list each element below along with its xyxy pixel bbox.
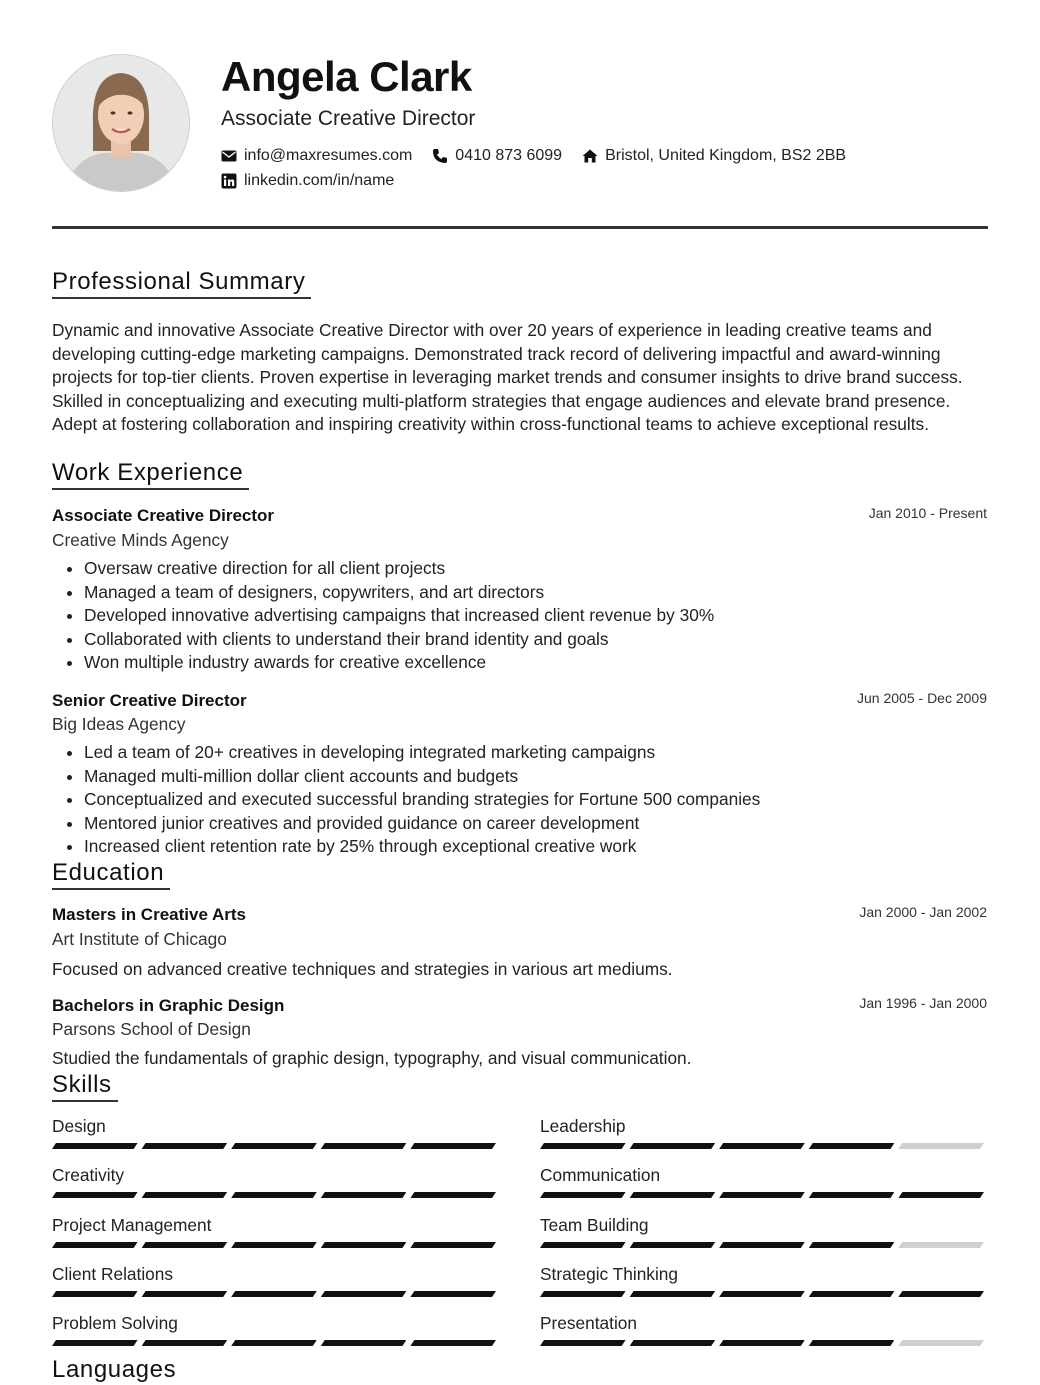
skill-level-bar <box>52 1340 500 1346</box>
list-item: • Collaborated with clients to understand their brand identity and goals <box>84 628 984 652</box>
skill-item <box>52 1214 500 1248</box>
skill-level-segment-filled <box>630 1143 716 1149</box>
skill-item <box>540 1164 988 1198</box>
skill-level-segment-filled <box>719 1340 805 1346</box>
skill-level-bar <box>540 1242 988 1248</box>
skill-level-segment-filled <box>321 1291 407 1297</box>
degree-title: Bachelors in Graphic Design <box>52 996 285 1015</box>
skill-level-segment-filled <box>630 1192 716 1198</box>
list-item: • Developed innovative advertising campaigns that increased client revenue by 30% <box>84 604 984 628</box>
skill-level-segment-filled <box>898 1192 984 1198</box>
skill-level-segment-filled <box>410 1143 496 1149</box>
contact-info <box>221 144 981 194</box>
header-divider <box>52 226 988 229</box>
list-item: • Managed a team of designers, copywriters, and art directors <box>84 581 984 605</box>
school-name: Art Institute of Chicago <box>52 929 227 949</box>
languages-heading: Languages <box>52 1356 177 1383</box>
skill-level-segment-filled <box>719 1143 805 1149</box>
contact-email[interactable] <box>221 147 412 165</box>
skill-item <box>540 1263 988 1297</box>
skill-level-segment-filled <box>142 1242 228 1248</box>
skill-level-segment-filled <box>540 1192 626 1198</box>
candidate-title: Associate Creative Director <box>221 107 476 130</box>
job-bullets <box>52 557 984 675</box>
summary-heading: Professional Summary <box>52 268 311 299</box>
skill-level-segment-filled <box>321 1192 407 1198</box>
linkedin-icon <box>221 173 237 189</box>
skills-heading: Skills <box>52 1071 118 1102</box>
contact-phone[interactable] <box>432 147 562 165</box>
linkedin-text: linkedin.com/in/name <box>244 172 395 189</box>
email-text: info@maxresumes.com <box>244 147 413 164</box>
education-description: Studied the fundamentals of graphic design, typography, and visual communication. <box>52 1048 692 1068</box>
education-description: Focused on advanced creative techniques and strategies in various art mediums. <box>52 959 673 979</box>
address-text: Bristol, United Kingdom, BS2 2BB <box>605 147 847 164</box>
skill-level-segment-filled <box>898 1291 984 1297</box>
skill-level-segment-filled <box>231 1340 317 1346</box>
skill-item <box>540 1214 988 1248</box>
skill-level-segment-filled <box>719 1192 805 1198</box>
job-title: Associate Creative Director <box>52 506 275 525</box>
skill-level-segment-filled <box>142 1143 228 1149</box>
skill-level-bar <box>540 1192 988 1198</box>
skill-level-segment-filled <box>410 1242 496 1248</box>
skill-level-bar <box>52 1192 500 1198</box>
skill-name: Communication <box>540 1165 661 1185</box>
phone-text: 0410 873 6099 <box>455 147 563 164</box>
skill-level-segment-filled <box>630 1242 716 1248</box>
skill-level-segment-empty <box>898 1242 984 1248</box>
phone-icon <box>432 148 448 164</box>
summary-text: Dynamic and innovative Associate Creative Director with over 20 years of experience in leading creative teams and developing cutting-edge marketing campaigns. Demonstrated track record of delivering impactful and award-winning projects for top-tier clients. Proven expertise in leveraging market trends and consumer insights to drive brand success. Skilled in conceptualizing and executing multi-platform strategies that engage audiences and elevate brand presence. Adept at fostering collaboration and inspiring creativity within cross-functional teams to achieve exceptional results. <box>52 320 963 434</box>
education-dates: Jan 1996 - Jan 2000 <box>859 995 987 1011</box>
skill-level-bar <box>540 1143 988 1149</box>
skill-name: Creativity <box>52 1165 125 1185</box>
avatar <box>52 54 190 192</box>
skill-level-segment-filled <box>231 1192 317 1198</box>
skill-level-segment-filled <box>809 1291 895 1297</box>
skill-level-segment-filled <box>52 1143 138 1149</box>
job-bullets <box>52 741 984 859</box>
skill-level-bar <box>540 1291 988 1297</box>
skill-item <box>52 1263 500 1297</box>
skill-level-segment-filled <box>540 1242 626 1248</box>
list-item: • Increased client retention rate by 25% through exceptional creative work <box>84 835 984 859</box>
skill-level-segment-filled <box>809 1143 895 1149</box>
skill-level-segment-filled <box>231 1291 317 1297</box>
skill-level-segment-filled <box>630 1291 716 1297</box>
skill-item <box>52 1115 500 1149</box>
home-icon <box>582 148 598 164</box>
skill-level-segment-filled <box>809 1192 895 1198</box>
skill-level-bar <box>52 1143 500 1149</box>
education-heading: Education <box>52 859 170 890</box>
skill-level-segment-filled <box>52 1192 138 1198</box>
job-company: Big Ideas Agency <box>52 714 186 734</box>
skill-level-segment-filled <box>410 1291 496 1297</box>
skill-level-segment-filled <box>540 1291 626 1297</box>
skill-level-bar <box>52 1242 500 1248</box>
skill-level-segment-filled <box>321 1143 407 1149</box>
list-item: • Won multiple industry awards for creative excellence <box>84 651 984 675</box>
skill-level-segment-filled <box>410 1340 496 1346</box>
skill-level-segment-filled <box>630 1340 716 1346</box>
skill-level-segment-empty <box>898 1340 984 1346</box>
contact-address <box>582 147 846 165</box>
skill-level-segment-filled <box>410 1192 496 1198</box>
skill-item <box>52 1164 500 1198</box>
skill-level-segment-filled <box>142 1192 228 1198</box>
experience-heading: Work Experience <box>52 459 249 490</box>
skill-name: Design <box>52 1116 106 1136</box>
candidate-name: Angela Clark <box>221 53 472 100</box>
avatar-photo-icon <box>53 55 189 191</box>
skill-name: Project Management <box>52 1215 212 1235</box>
list-item: • Oversaw creative direction for all client projects <box>84 557 984 581</box>
skill-level-segment-filled <box>231 1242 317 1248</box>
skill-level-segment-filled <box>719 1291 805 1297</box>
skill-level-segment-filled <box>809 1340 895 1346</box>
skill-name: Team Building <box>540 1215 649 1235</box>
contact-linkedin[interactable] <box>221 172 394 190</box>
skill-level-segment-filled <box>52 1242 138 1248</box>
job-dates: Jun 2005 - Dec 2009 <box>857 690 987 706</box>
skill-level-bar <box>540 1340 988 1346</box>
list-item: • Mentored junior creatives and provided guidance on career development <box>84 812 984 836</box>
list-item: • Led a team of 20+ creatives in developing integrated marketing campaigns <box>84 741 984 765</box>
skill-level-segment-filled <box>142 1291 228 1297</box>
job-dates: Jan 2010 - Present <box>868 505 987 521</box>
school-name: Parsons School of Design <box>52 1019 251 1039</box>
skill-level-segment-filled <box>231 1143 317 1149</box>
skill-name: Client Relations <box>52 1264 174 1284</box>
skill-item <box>540 1115 988 1149</box>
skill-level-segment-filled <box>540 1340 626 1346</box>
skill-name: Leadership <box>540 1116 626 1136</box>
resume-header <box>52 54 988 194</box>
job-title: Senior Creative Director <box>52 691 247 710</box>
list-item: • Conceptualized and executed successful branding strategies for Fortune 500 companies <box>84 788 984 812</box>
skill-level-segment-filled <box>321 1340 407 1346</box>
skill-name: Strategic Thinking <box>540 1264 679 1284</box>
skill-level-segment-filled <box>52 1291 138 1297</box>
list-item: • Managed multi-million dollar client accounts and budgets <box>84 765 984 789</box>
skill-level-segment-filled <box>321 1242 407 1248</box>
skill-item <box>540 1312 988 1346</box>
skill-level-segment-empty <box>898 1143 984 1149</box>
job-company: Creative Minds Agency <box>52 530 229 550</box>
skill-level-segment-filled <box>52 1340 138 1346</box>
skill-level-segment-filled <box>719 1242 805 1248</box>
skill-level-segment-filled <box>142 1340 228 1346</box>
education-dates: Jan 2000 - Jan 2002 <box>859 904 987 920</box>
skill-item <box>52 1312 500 1346</box>
degree-title: Masters in Creative Arts <box>52 905 247 924</box>
skill-level-bar <box>52 1291 500 1297</box>
skill-name: Presentation <box>540 1313 638 1333</box>
skill-name: Problem Solving <box>52 1313 178 1333</box>
envelope-icon <box>221 148 237 164</box>
skill-level-segment-filled <box>809 1242 895 1248</box>
skill-level-segment-filled <box>540 1143 626 1149</box>
